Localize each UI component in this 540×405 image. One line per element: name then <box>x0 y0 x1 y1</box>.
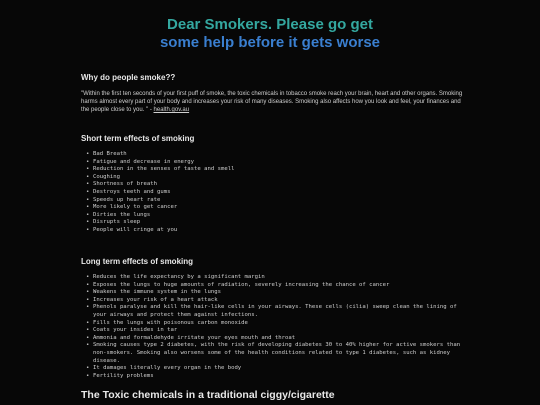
list-item: • Bad Breath <box>93 151 483 159</box>
long-term-list <box>81 274 473 380</box>
list-item: • Reduces the life expectancy by a significant margin <box>93 274 473 282</box>
list-item: • Smoking causes type 2 diabetes, with the risk of developing diabetes 30 to 40% higher for active smokers than non-smokers. Smoking also worsens some of the health conditions related to type 1 diabetes, such as kidney disease. <box>93 342 473 365</box>
list-item: • Increases your risk of a heart attack <box>93 297 473 305</box>
short-term-list <box>81 151 483 235</box>
list-item: • Fills the lungs with poisonous carbon monoxide <box>93 320 473 328</box>
list-item: • Exposes the lungs to huge amounts of radiation, severely increasing the chance of cancer <box>93 282 473 290</box>
list-item: • Weakens the immune system in the lungs <box>93 289 473 297</box>
hero-title-line-2: some help before it gets worse <box>159 34 381 51</box>
why-heading: Why do people smoke?? <box>81 73 176 82</box>
list-item: • Ammonia and formaldehyde irritate your eyes mouth and throat <box>93 335 473 343</box>
list-item: • Fatigue and decrease in energy <box>93 159 483 167</box>
list-item: • Dirties the lungs <box>93 212 483 220</box>
list-item: • Coats your insides in tar <box>93 327 473 335</box>
toxic-chemicals-heading: The Toxic chemicals in a traditional ciggy/cigarette <box>81 389 335 401</box>
list-item: • Speeds up heart rate <box>93 197 483 205</box>
why-quote <box>81 90 466 114</box>
short-term-heading: Short term effects of smoking <box>81 134 195 143</box>
list-item: • It damages literally every organ in the body <box>93 365 473 373</box>
source-link[interactable]: health.gov.au <box>153 107 190 113</box>
list-item: • Disrupts sleep <box>93 219 483 227</box>
long-term-heading: Long term effects of smoking <box>81 257 194 266</box>
list-item: • Phenols paralyse and kill the hair-like cells in your airways. These cells (cilia) sweep clean the lining of your airways and protect them against infections. <box>93 304 473 319</box>
hero-title-line-1: Dear Smokers. Please go get <box>167 16 373 33</box>
quote-text: "Within the first ten seconds of your first puff of smoke, the toxic chemicals in tobacco smoke reach your brain, heart and other organs. Smoking harms almost every part of your body and increases your risk of many diseases. Smoking also affects how you look and feel, your finances and the people close to you. " - <box>81 91 463 113</box>
list-item: • Fertility problems <box>93 373 473 381</box>
list-item: • Reduction in the senses of taste and smell <box>93 166 483 174</box>
list-item: • More likely to get cancer <box>93 204 483 212</box>
list-item: • People will cringe at you <box>93 227 483 235</box>
list-item: • Coughing <box>93 174 483 182</box>
list-item: • Shortness of breath <box>93 181 483 189</box>
list-item: • Destroys teeth and gums <box>93 189 483 197</box>
